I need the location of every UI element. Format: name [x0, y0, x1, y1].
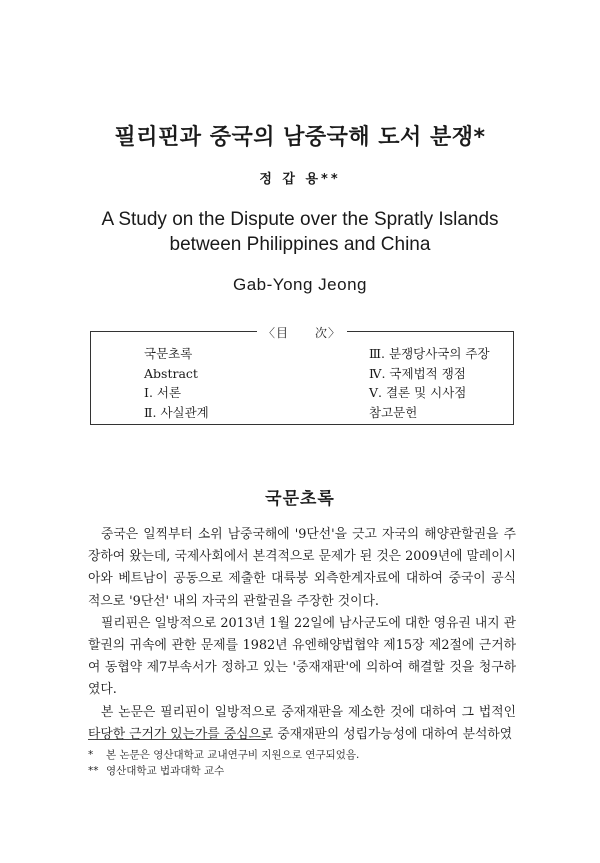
abstract-heading: 국문초록: [265, 489, 335, 509]
title-en-line-1: A Study on the Dispute over the Spratly Islands: [101, 209, 499, 230]
abstract-paragraph: 필리핀은 일방적으로 2013년 1월 22일에 남사군도에 대한 영유권 내지 관할권의 귀속에 관한 문제를 1982년 유엔해양법협약 제15장 제2절에 근거하여 동협약 제7부속서가 정하고 있는 '중재재판'에 의하여 해결할 것을 청구하였다.: [88, 615, 517, 698]
toc-item: Ⅰ. 서론: [144, 385, 182, 400]
footnotes: [88, 747, 518, 779]
footnote: [88, 747, 518, 763]
footnote: [88, 763, 518, 779]
toc-heading-label: 〈目 次〉: [257, 326, 347, 340]
paper-title-korean: 필리핀과 중국의 남중국해 도서 분쟁*: [114, 125, 486, 150]
toc-item: Ⅴ. 결론 및 시사점: [369, 385, 467, 400]
title-en-line-2: between Philippines and China: [169, 234, 431, 255]
toc-column-left: [144, 344, 209, 422]
author-name-english: Gab-Yong Jeong: [233, 275, 367, 294]
footnote-mark: **: [88, 765, 99, 777]
toc-column-right: [369, 344, 490, 422]
abstract-paragraph: 본 논문은 필리핀이 일방적으로 중재재판을 제소한 것에 대하여 그 법적인 타당한 근거가 있는가를 중심으로 중재재판의 성립가능성에 대하여 분석하였: [88, 704, 516, 742]
footnote-mark: *: [88, 749, 94, 761]
author-name-korean: 정 갑 용**: [259, 172, 341, 187]
toc-item: 국문초록: [144, 346, 193, 361]
footnote-text: 본 논문은 영산대학교 교내연구비 지원으로 연구되었음.: [106, 749, 360, 761]
toc-item: Ⅲ. 분쟁당사국의 주장: [369, 346, 490, 361]
paper-title-english: [0, 207, 600, 257]
table-of-contents: [90, 326, 514, 425]
toc-item: 참고문헌: [369, 404, 418, 420]
toc-item: Abstract: [144, 365, 198, 381]
toc-heading: [91, 322, 513, 341]
footnote-divider: [88, 739, 266, 740]
abstract-paragraph: 중국은 일찍부터 소위 남중국해에 '9단선'을 긋고 자국의 해양관할권을 주장하여 왔는데, 국제사회에서 본격적으로 문제가 된 것은 2009년에 말레이시아와 베트남이 공동으로 제출한 대륙붕 외측한계자료에 대하여 중국이 공식적으로 '9단선' 내의 자국의 관할권을 주장한 것이다.: [88, 527, 516, 609]
toc-item: Ⅱ. 사실관계: [144, 404, 209, 420]
footnote-text: 영산대학교 법과대학 교수: [106, 765, 225, 777]
abstract-body: [88, 524, 516, 746]
toc-item: Ⅳ. 국제법적 쟁점: [369, 365, 466, 381]
